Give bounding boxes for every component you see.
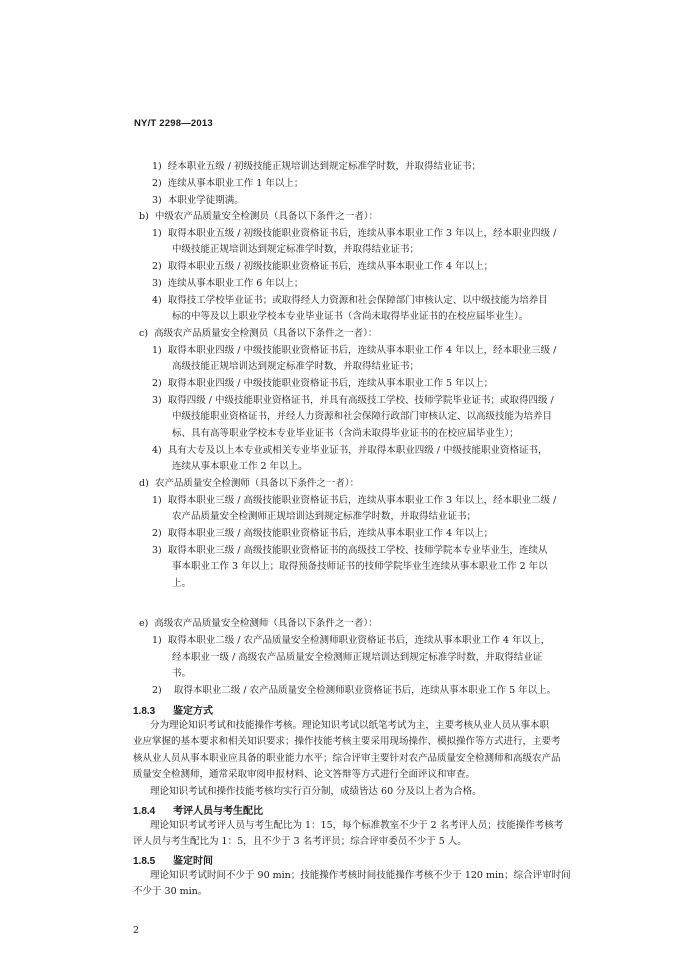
para-line: 理论知识考试考评人员与考生配比为 1：15，每个标准教室不少于 2 名考评人员；技能操作考核考 — [150, 820, 564, 831]
req-line-cont: 中级技能职业资格证书，并经人力资源和社会保障行政部门审核认定、以高级技能为培养目 — [172, 411, 553, 422]
para-line: 不少于 30 min。 — [133, 886, 208, 897]
section-title: 鉴定时间 — [173, 856, 213, 867]
req-line: 3) 取得四级 / 中级技能职业资格证书，并具有高级技工学校、技师学院毕业证书；或取得四级 / — [152, 395, 554, 406]
req-line: 1) 取得本职业五级 / 初级技能职业资格证书后，连续从事本职业工作 3 年以上，经本职业四级 / — [152, 228, 557, 239]
section-title: 考评人员与考生配比 — [173, 806, 263, 817]
req-line-cont: 标的中等及以上职业学校本专业毕业证书（含尚未取得毕业证书的在校应届毕业生）。 — [172, 311, 529, 322]
para-line: 核从业人员从事本职业应具备的职业能力水平；综合评审主要针对农产品质量安全检测师和高级农产品 — [133, 753, 561, 764]
section-number: 1.8.4 — [133, 806, 156, 817]
section-heading — [133, 802, 263, 817]
req-line-cont: 中级技能正规培训达到规定标准学时数，并取得结业证书； — [172, 244, 420, 255]
req-line: 3) 本职业学徒期满。 — [152, 195, 244, 206]
section-number: 1.8.5 — [133, 856, 156, 867]
req-line: 3) 连续从事本职业工作 6 年以上； — [152, 278, 304, 289]
req-line-cont: 上。 — [172, 578, 192, 589]
req-line-cont: 农产品质量安全检测师正规培训达到规定标准学时数，并取得结业证书； — [172, 511, 477, 522]
req-line-cont: 连续从事本职业工作 2 年以上。 — [172, 461, 308, 472]
standard-code: NY/T 2298—2013 — [134, 118, 213, 129]
section-heading — [133, 702, 213, 717]
req-line: 1) 取得本职业四级 / 中级技能职业资格证书后，连续从事本职业工作 4 年以上，经本职业三级 / — [152, 345, 557, 356]
para-line: 评人员与考生配比为 1：5，且不少于 3 名考评员；综合评审委员不少于 5 人。 — [133, 836, 467, 847]
req-line: 2) 连续从事本职业工作 1 年以上； — [152, 178, 304, 189]
para-line: 质量安全检测师，通常采取审阅申报材料、论文答辩等方式进行全面评议和审查。 — [133, 769, 476, 780]
level-heading: b) 中级农产品质量安全检测员（具备以下条件之一者）： — [139, 211, 379, 222]
para-line: 分为理论知识考试和技能操作考核。理论知识考试以纸笔考试为主，主要考核从业人员从事本职 — [150, 720, 550, 731]
req-line: 1) 经本职业五级 / 初级技能正规培训达到规定标准学时数，并取得结业证书； — [152, 161, 482, 172]
section-number: 1.8.3 — [133, 706, 156, 717]
req-line: 2) 取得本职业二级 / 农产品质量安全检测师职业资格证书后，连续从事本职业工作 5 年以上。 — [152, 685, 557, 696]
req-line: 1) 取得本职业二级 / 农产品质量安全检测师职业资格证书后，连续从事本职业工作 4 年以上， — [152, 635, 551, 646]
req-line: 4) 取得技工学校毕业证书；或取得经人力资源和社会保障部门审核认定、以中级技能为培养目 — [152, 295, 548, 306]
section-heading — [133, 852, 213, 867]
para-line: 理论知识考试时间不少于 90 min；技能操作考核时间技能操作考核不少于 120 min；综合评审时间 — [150, 870, 571, 881]
req-line-cont: 书。 — [172, 668, 192, 679]
req-line: 2) 取得本职业三级 / 高级技能职业资格证书后，连续从事本职业工作 4 年以上； — [152, 528, 494, 539]
req-line-cont: 标、具有高等职业学校本专业毕业证书（含尚未取得毕业证书的在校应届毕业生）； — [172, 428, 519, 439]
req-line: 2) 取得本职业五级 / 初级技能职业资格证书后，连续从事本职业工作 4 年以上； — [152, 261, 494, 272]
para-line: 业应掌握的基本要求和相关知识要求；操作技能考核主要采用现场操作、模拟操作等方式进行，主要考 — [133, 736, 561, 747]
page-number: 2 — [133, 925, 140, 936]
section-title: 鉴定方式 — [173, 706, 213, 717]
req-line: 1) 取得本职业三级 / 高级技能职业资格证书后，连续从事本职业工作 3 年以上，经本职业二级 / — [152, 495, 557, 506]
level-heading: d) 农产品质量安全检测师（具备以下条件之一者）： — [139, 478, 360, 489]
req-line: 4) 具有大专及以上本专业或相关专业毕业证书，并取得本职业四级 / 中级技能职业资格证书， — [152, 445, 548, 456]
req-line-cont: 事本职业工作 3 年以上；取得预备技师证书的技师学院毕业生连续从事本职业工作 2 年以 — [172, 561, 548, 572]
level-heading: e) 高级农产品质量安全检测师（具备以下条件之一者）： — [139, 618, 378, 629]
req-line: 3) 取得本职业三级 / 高级技能职业资格证书的高级技工学校、技师学院本专业毕业生，连续从 — [152, 545, 548, 556]
level-heading: c) 高级农产品质量安全检测员（具备以下条件之一者）： — [139, 328, 378, 339]
req-line-cont: 经本职业一级 / 高级农产品质量安全检测师正规培训达到规定标准学时数，并取得结业证 — [172, 652, 543, 663]
req-line: 2) 取得本职业四级 / 中级技能职业资格证书后，连续从事本职业工作 5 年以上； — [152, 378, 494, 389]
para-line: 理论知识考试和操作技能考核均实行百分制，成绩皆达 60 分及以上者为合格。 — [150, 786, 482, 797]
req-line-cont: 高级技能正规培训达到规定标准学时数，并取得结业证书； — [172, 361, 420, 372]
